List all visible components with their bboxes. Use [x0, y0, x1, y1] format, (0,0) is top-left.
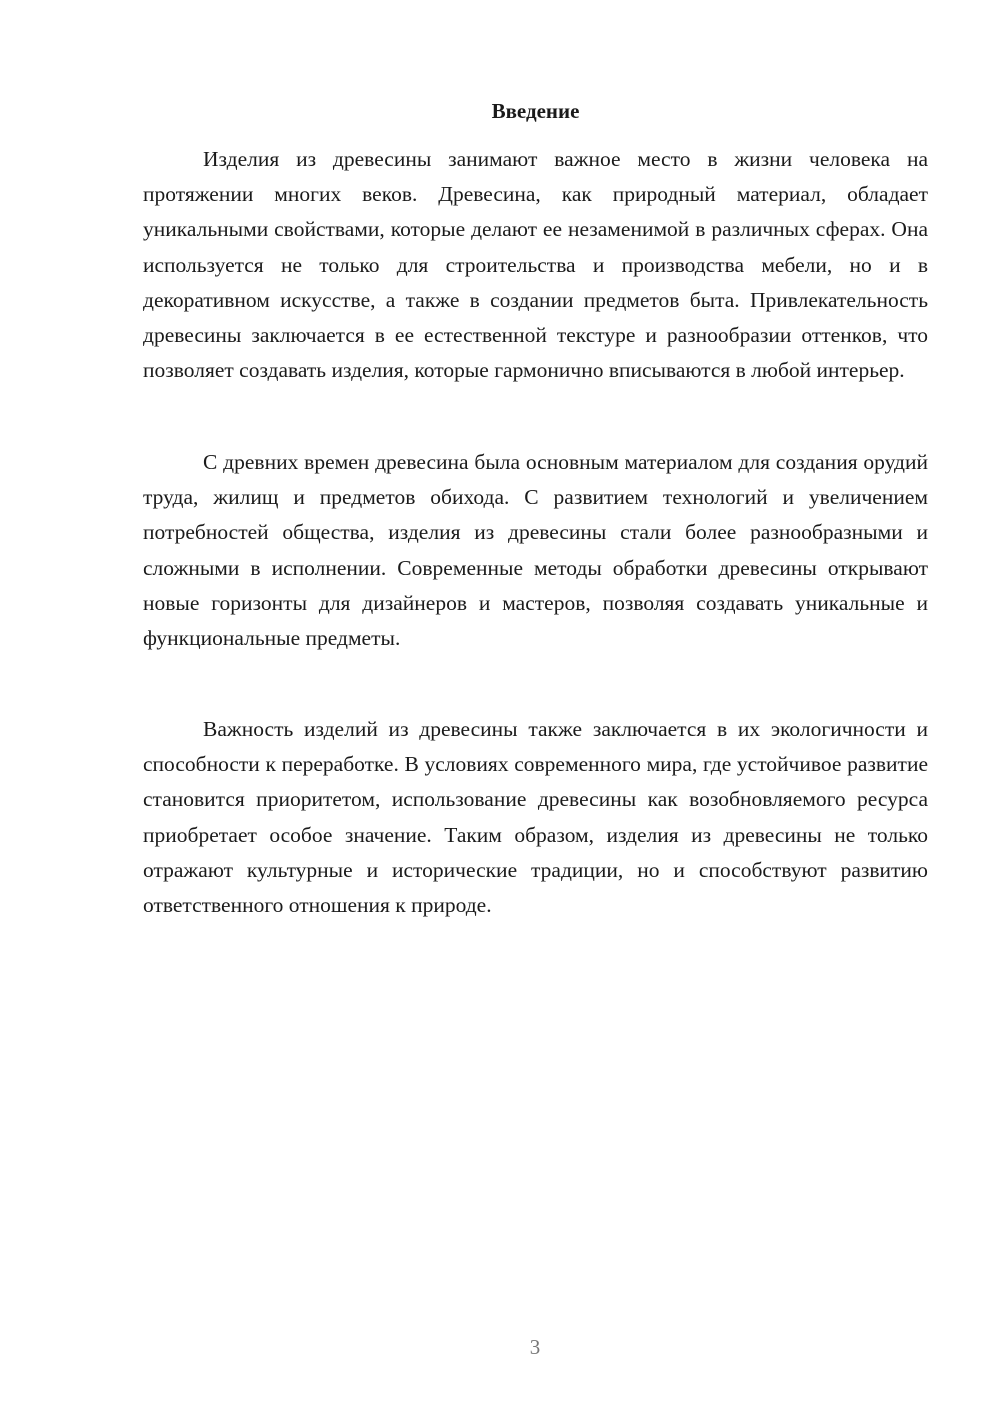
paragraph-3: Важность изделий из древесины также заключается в их экологичности и способности к переработке. В условиях современного мира, где устойчивое развитие становится приоритетом, использование древесины как возобновляемого ресурса приобретает особое значение. Таким образом, изделия из древесины не только отражают культурные и исторические традиции, но и способствуют развитию ответственного отношения к природе. — [143, 717, 928, 918]
paragraph-1: Изделия из древесины занимают важное место в жизни человека на протяжении многих веков. Древесина, как природный материал, обладает уникальными свойствами, которые делают ее незаменимой в различных сферах. Она используется не только для строительства и производства мебели, но и в декоративном искусстве, а также в создании предметов быта. Привлекательность древесины заключается в ее естественной текстуре и разнообразии оттенков, что позволяет создавать изделия, которые гармонично вписываются в любой интерьер. — [143, 147, 928, 383]
paragraph-2: С древних времен древесина была основным материалом для создания орудий труда, жилищ и предметов обихода. С развитием технологий и увеличением потребностей общества, изделия из древесины стали более разнообразными и сложными в исполнении. Современные методы обработки древесины открывают новые горизонты для дизайнеров и мастеров, позволяя создавать уникальные и функциональные предметы. — [143, 450, 928, 651]
page-number: 3 — [529, 1335, 541, 1359]
section-title: Введение — [491, 99, 580, 123]
